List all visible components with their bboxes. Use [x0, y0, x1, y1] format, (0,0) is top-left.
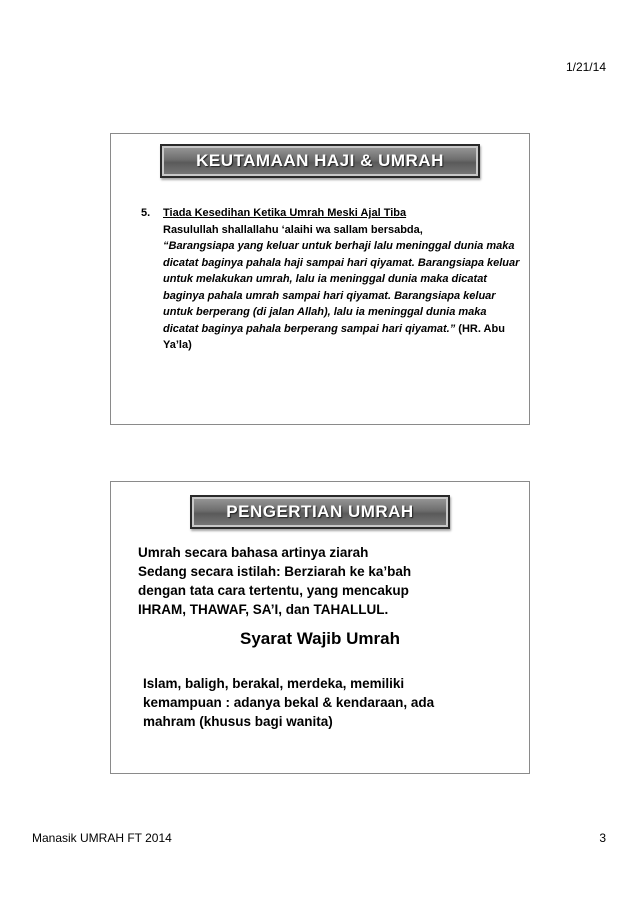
page-number: 3: [599, 831, 606, 845]
section-subtitle: Syarat Wajib Umrah: [240, 629, 400, 648]
slide-keutamaan: [110, 133, 530, 425]
definition-paragraph: [138, 543, 518, 619]
definition-line: Umrah secara bahasa artinya ziarah: [138, 545, 369, 560]
footer-title: Manasik UMRAH FT 2014: [32, 831, 172, 845]
definition-line: Sedang secara istilah: Berziarah ke ka’bah: [138, 564, 412, 579]
hadith-quote: “Barangsiapa yang keluar untuk berhaji lalu meninggal dunia maka dicatat baginya pahala haji sampai hari qiyamat. Barangsiapa keluar untuk melakukan umrah, lalu ia meninggal dunia maka dicatat baginya pahala umrah sampai hari qiyamat. Barangsiapa keluar untuk berperang (di jalan Allah), lalu ia meninggal dunia maka dicatat baginya pahala berperang sampai hari qiyamat.”: [163, 240, 520, 335]
item-text: [141, 222, 521, 354]
definition-line: dengan tata cara tertentu, yang mencakup: [138, 583, 409, 598]
header-date: 1/21/14: [565, 60, 606, 74]
slide-banner: PENGERTIAN UMRAH: [190, 495, 450, 529]
item-heading: [141, 205, 521, 222]
hadith-source: (HR. Abu Ya’la): [163, 322, 505, 351]
definition-line: IHRAM, THAWAF, SA’I, dan TAHALLUL.: [138, 602, 389, 617]
slide-pengertian: [110, 481, 530, 774]
item-number: 5.: [141, 207, 151, 219]
slide-banner: KEUTAMAAN HAJI & UMRAH: [160, 144, 480, 178]
hadith-quote-block: [163, 238, 521, 354]
slide-body: [141, 205, 521, 354]
requirements-paragraph: [143, 674, 523, 731]
requirements-line: Islam, baligh, berakal, merdeka, memiliki: [143, 676, 405, 691]
requirements-line: kemampuan : adanya bekal & kendaraan, ada: [143, 695, 435, 710]
item-title: Tiada Kesedihan Ketika Umrah Meski Ajal Tiba: [163, 207, 407, 219]
requirements-line: mahram (khusus bagi wanita): [143, 714, 333, 729]
hadith-intro: Rasulullah shallallahu ‘alaihi wa sallam bersabda,: [163, 223, 423, 236]
